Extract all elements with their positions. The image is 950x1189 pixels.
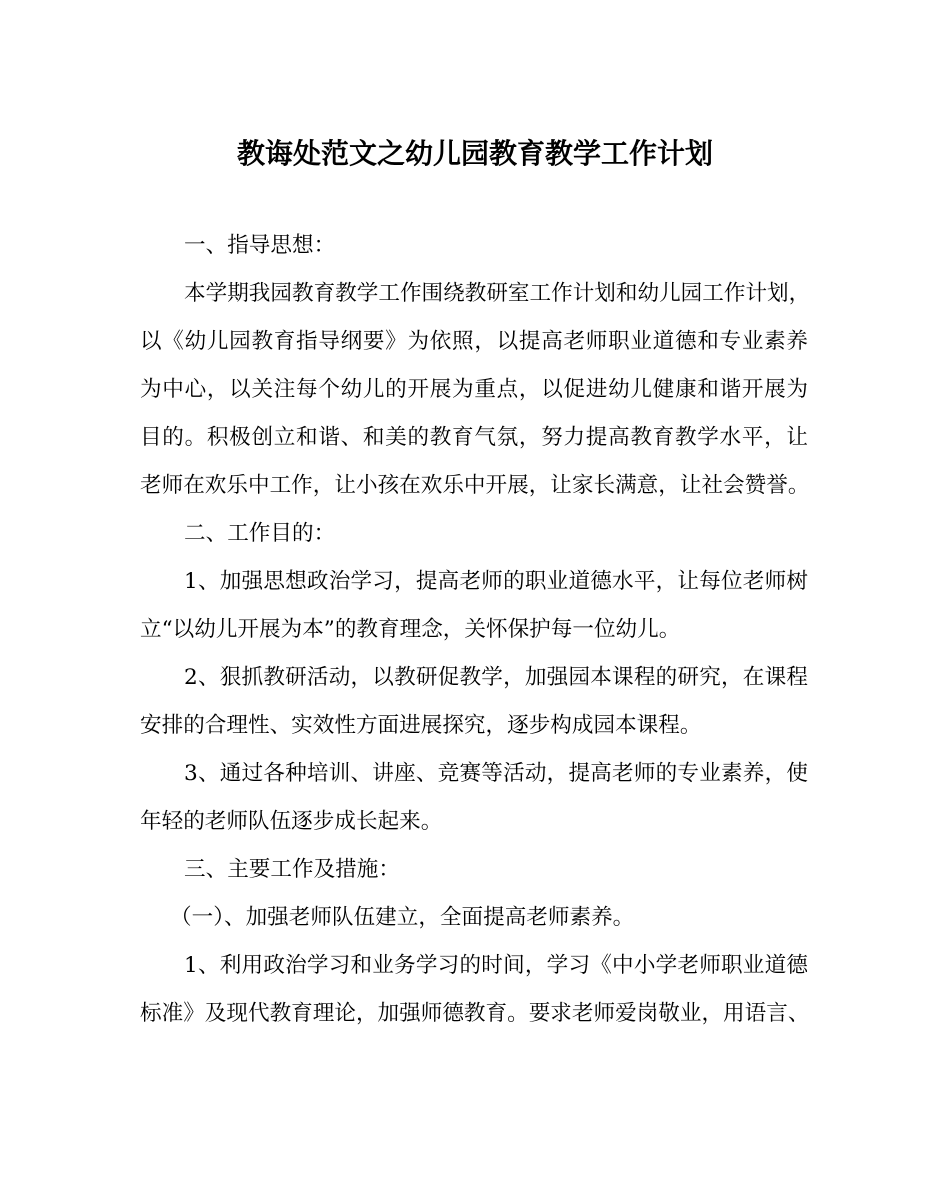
paragraph-line: 2、狠抓教研活动，以教研促教学，加强园本课程的研究，在课程 [184, 665, 808, 690]
paragraph-line: 1、利用政治学习和业务学习的时间，学习《中小学老师职业道德 [184, 953, 808, 978]
paragraph-line: 1、加强思想政治学习，提高老师的职业道德水平，让每位老师树 [184, 569, 808, 594]
paragraph-line: 年轻的老师队伍逐步成长起来。 [140, 809, 443, 834]
paragraph-line: 为中心，以关注每个幼儿的开展为重点，以促进幼儿健康和谐开展为 [140, 377, 808, 402]
paragraph-line: 安排的合理性、实效性方面进展探究，逐步构成园本课程。 [140, 713, 702, 738]
paragraph-line: 本学期我园教育教学工作围绕教研室工作计划和幼儿园工作计划， [184, 281, 811, 306]
document-body [140, 222, 811, 1038]
paragraph-line: 立“以幼儿开展为本”的教育理念，关怀保护每一位幼儿。 [140, 617, 681, 642]
section-heading: 三、主要工作及措施： [184, 857, 400, 882]
paragraph-line: 3、通过各种培训、讲座、竞赛等活动，提高老师的专业素养，使 [184, 761, 808, 786]
paragraph-line: 以《幼儿园教育指导纲要》为依照，以提高老师职业道德和专业素养 [140, 329, 808, 354]
section-heading: 二、工作目的： [184, 521, 336, 546]
paragraph-line: 标准》及现代教育理论，加强师德教育。要求老师爱岗敬业，用语言、 [140, 1001, 810, 1026]
paragraph-line: 老师在欢乐中工作，让小孩在欢乐中开展，让家长满意，让社会赞誉。 [140, 473, 810, 498]
subsection-heading: （一）、加强老师队伍建立，全面提高老师素养。 [170, 905, 635, 930]
section-heading: 一、指导思想： [184, 233, 336, 258]
paragraph-line: 目的。积极创立和谐、和美的教育气氛，努力提高教育教学水平，让 [140, 425, 808, 450]
document-title: 教诲处范文之幼儿园教育教学工作计划 [236, 137, 713, 170]
